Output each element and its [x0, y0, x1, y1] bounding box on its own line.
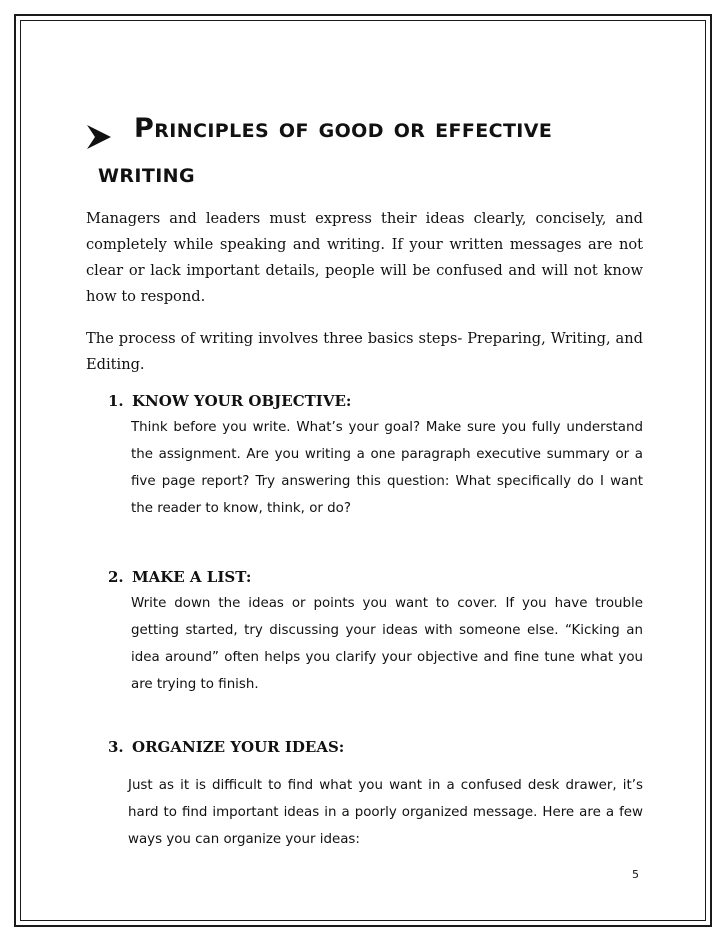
step-number: 3.: [108, 738, 124, 756]
step-title-text: ORGANIZE YOUR IDEAS:: [132, 738, 345, 756]
step-title-text: MAKE A LIST:: [132, 568, 252, 586]
page-number: 5: [632, 868, 639, 881]
step-number: 2.: [108, 568, 124, 586]
step-number: 1.: [108, 392, 124, 410]
step-title-know-objective: [108, 389, 351, 413]
step-title-make-list: [108, 565, 251, 589]
step-title-organize-ideas: [108, 735, 344, 759]
step-body-know-objective: Think before you write. What’s your goal? Make sure you fully understand the assignment. Are you writing a one paragraph executive summary or a five page report? Try answering this question: What specifically do I want the reader to know, think, or do?: [131, 420, 643, 516]
step-body-organize-ideas: Just as it is difficult to find what you want in a confused desk drawer, it’s hard to find important ideas in a poorly organized message. Here are a few ways you can organize your ideas:: [128, 778, 643, 847]
arrowhead-bullet-icon: [84, 122, 114, 152]
section-heading-line2: writing: [98, 158, 195, 189]
step-body-make-list: Write down the ideas or points you want to cover. If you have trouble getting started, try discussing your ideas with someone else. “Kicking an idea around” often helps you clarify your objective and fine tune what you are trying to finish.: [131, 596, 643, 692]
step-title-text: KNOW YOUR OBJECTIVE:: [132, 392, 352, 410]
process-paragraph: The process of writing involves three basics steps- Preparing, Writing, and Editing.: [86, 330, 643, 373]
intro-paragraph: Managers and leaders must express their ideas clearly, concisely, and completely while speaking and writing. If your written messages are not clear or lack important details, people will be confused and will not know how to respond.: [86, 210, 643, 305]
section-heading-line1: Principles of good or effective: [134, 113, 553, 144]
